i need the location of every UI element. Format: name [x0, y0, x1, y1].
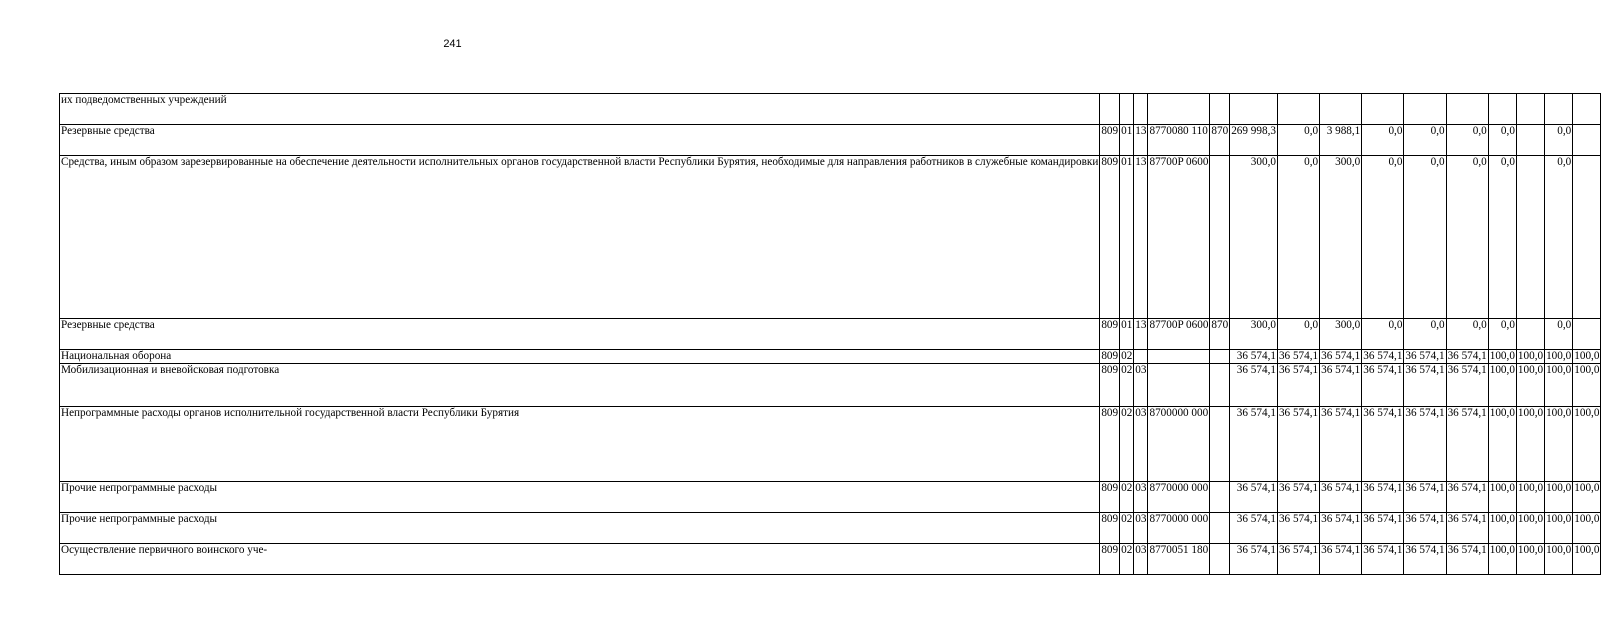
cell-name: их подведомственных учреждений — [60, 94, 1100, 125]
cell-p1: 0,0 — [1488, 156, 1516, 319]
cell-vr — [1210, 543, 1230, 574]
cell-name: Резервные средства — [60, 319, 1100, 350]
cell-s4: 0,0 — [1362, 319, 1404, 350]
cell-v3: 03 — [1134, 481, 1148, 512]
cell-name: Резервные средства — [60, 125, 1100, 156]
cell-s5: 36 574,1 — [1404, 512, 1446, 543]
cell-p1: 100,0 — [1488, 543, 1516, 574]
cell-p3: 100,0 — [1545, 512, 1573, 543]
cell-p1: 100,0 — [1488, 406, 1516, 481]
cell-s1: 300,0 — [1230, 319, 1278, 350]
cell-v2: 02 — [1121, 350, 1133, 362]
cell-s6 — [1446, 94, 1488, 125]
cell-s2: 36 574,1 — [1277, 543, 1319, 574]
cell-s4: 36 574,1 — [1362, 512, 1404, 543]
cell-p2: 100,0 — [1516, 481, 1544, 512]
cell-s3: 36 574,1 — [1321, 350, 1361, 362]
cell-s2 — [1277, 94, 1319, 125]
cell-s5: 36 574,1 — [1404, 543, 1446, 574]
cell-v1: 809 — [1100, 481, 1120, 512]
cell-name: Прочие непрограммные расходы — [60, 512, 1100, 543]
cell-p2 — [1516, 319, 1544, 350]
table-row — [60, 350, 1601, 364]
cell-s2: 0,0 — [1277, 319, 1319, 350]
cell-p3: 100,0 — [1545, 543, 1573, 574]
cell-p3: 100,0 — [1546, 350, 1572, 362]
table-row — [60, 512, 1601, 543]
cell-v2: 01 — [1120, 125, 1134, 156]
cell-s6: 0,0 — [1446, 319, 1488, 350]
cell-p1: 0,0 — [1488, 125, 1516, 156]
cell-s6: 36 574,1 — [1446, 512, 1488, 543]
cell-p3: 0,0 — [1545, 125, 1573, 156]
cell-v1 — [1100, 94, 1120, 125]
cell-csr: 8770080 110 — [1148, 125, 1210, 156]
cell-s1 — [1230, 94, 1278, 125]
cell-s3: 36 574,1 — [1320, 363, 1362, 406]
table-row — [60, 406, 1601, 481]
cell-p4: 100,0 — [1573, 543, 1601, 574]
cell-v2 — [1120, 94, 1134, 125]
cell-s4: 36 574,1 — [1362, 406, 1404, 481]
cell-v3: 03 — [1134, 406, 1148, 481]
cell-s4: 0,0 — [1362, 125, 1404, 156]
cell-s3: 3 988,1 — [1320, 125, 1362, 156]
cell-name: Осуществление первичного воинского уче- — [60, 543, 1100, 574]
cell-s2: 36 574,1 — [1277, 406, 1319, 481]
cell-s4: 0,0 — [1362, 156, 1404, 319]
cell-p2: 100,0 — [1517, 350, 1544, 362]
cell-csr — [1148, 94, 1210, 125]
cell-v3: 13 — [1134, 156, 1148, 319]
cell-s6: 36 574,1 — [1447, 350, 1487, 362]
cell-v2: 02 — [1120, 363, 1134, 406]
cell-p4 — [1573, 125, 1601, 156]
cell-p2 — [1516, 125, 1544, 156]
budget-table — [59, 93, 1601, 575]
cell-s5: 36 574,1 — [1404, 406, 1446, 481]
cell-v1: 809 — [1100, 543, 1120, 574]
cell-s2: 36 574,1 — [1277, 512, 1319, 543]
cell-v3: 03 — [1134, 543, 1148, 574]
cell-name: Средства, иным образом зарезервированные на обеспечение деятельности исполнительных органов государственной власти Республики Бурятия, необходимые для направления работников в служебные командировки — [60, 156, 1100, 319]
cell-s4: 36 574,1 — [1362, 543, 1404, 574]
cell-p3: 0,0 — [1545, 319, 1573, 350]
cell-p4: 100,0 — [1573, 406, 1601, 481]
cell-s5: 36 574,1 — [1404, 363, 1446, 406]
cell-v1: 809 — [1100, 512, 1120, 543]
cell-csr: 8770051 180 — [1148, 543, 1210, 574]
cell-p1: 100,0 — [1488, 481, 1516, 512]
cell-v2: 02 — [1120, 543, 1134, 574]
cell-v2: 01 — [1120, 156, 1134, 319]
cell-s2: 36 574,1 — [1278, 350, 1319, 362]
cell-s6: 36 574,1 — [1446, 543, 1488, 574]
cell-v1: 809 — [1100, 156, 1120, 319]
cell-csr: 8770000 000 — [1148, 512, 1210, 543]
cell-s6: 36 574,1 — [1446, 363, 1488, 406]
cell-v3: 13 — [1134, 125, 1148, 156]
table-row — [60, 156, 1601, 319]
cell-p3: 0,0 — [1545, 156, 1573, 319]
cell-s3: 36 574,1 — [1320, 406, 1362, 481]
cell-p4: 100,0 — [1574, 350, 1600, 362]
cell-v3: 13 — [1134, 319, 1148, 350]
cell-p4: 100,0 — [1573, 512, 1601, 543]
cell-s5: 0,0 — [1404, 319, 1446, 350]
cell-v3: 03 — [1134, 512, 1148, 543]
cell-name: Прочие непрограммные расходы — [60, 481, 1100, 512]
table-row — [60, 543, 1601, 574]
cell-vr — [1210, 94, 1230, 125]
cell-s2: 0,0 — [1277, 125, 1319, 156]
page-number: 241 — [443, 38, 462, 50]
table-row — [60, 481, 1601, 512]
cell-p4: 100,0 — [1573, 363, 1601, 406]
cell-name: Национальная оборона — [60, 350, 1100, 364]
cell-s1: 36 574,1 — [1230, 406, 1278, 481]
cell-csr: 87700P 0600 — [1148, 319, 1210, 350]
cell-s5: 36 574,1 — [1404, 481, 1446, 512]
cell-csr: 8700000 000 — [1148, 406, 1210, 481]
cell-s1: 269 998,3 — [1230, 125, 1278, 156]
cell-s3: 36 574,1 — [1320, 543, 1362, 574]
cell-p1 — [1488, 94, 1516, 125]
cell-vr: 870 — [1210, 319, 1230, 350]
cell-s2: 36 574,1 — [1277, 481, 1319, 512]
cell-p4: 100,0 — [1573, 481, 1601, 512]
cell-s5: 36 574,1 — [1405, 350, 1445, 362]
cell-csr: 8770000 000 — [1148, 481, 1210, 512]
cell-vr — [1210, 481, 1230, 512]
table-row — [60, 319, 1601, 350]
cell-p3: 100,0 — [1545, 481, 1573, 512]
cell-v1: 809 — [1101, 350, 1119, 362]
cell-s5: 0,0 — [1404, 156, 1446, 319]
cell-p3: 100,0 — [1545, 406, 1573, 481]
cell-s6: 0,0 — [1446, 125, 1488, 156]
cell-p2: 100,0 — [1516, 406, 1544, 481]
cell-v2: 02 — [1120, 481, 1134, 512]
cell-p4 — [1573, 94, 1601, 125]
cell-vr — [1210, 363, 1230, 406]
cell-s2: 36 574,1 — [1277, 363, 1319, 406]
cell-s4: 36 574,1 — [1363, 350, 1403, 362]
cell-s1: 36 574,1 — [1230, 512, 1278, 543]
cell-p1: 100,0 — [1488, 512, 1516, 543]
cell-s3: 36 574,1 — [1320, 481, 1362, 512]
cell-v1: 809 — [1100, 406, 1120, 481]
cell-s1: 300,0 — [1230, 156, 1278, 319]
cell-csr — [1148, 350, 1210, 364]
cell-csr: 87700P 0600 — [1148, 156, 1210, 319]
cell-csr — [1148, 363, 1210, 406]
cell-name: Непрограммные расходы органов исполнительной государственной власти Республики Бурятия — [60, 406, 1100, 481]
cell-name: Мобилизационная и вневойсковая подготовка — [60, 363, 1100, 406]
cell-s6: 36 574,1 — [1446, 406, 1488, 481]
cell-vr — [1210, 512, 1230, 543]
cell-s5: 0,0 — [1404, 125, 1446, 156]
cell-v3 — [1134, 350, 1148, 364]
cell-p2: 100,0 — [1516, 512, 1544, 543]
cell-s3: 300,0 — [1320, 156, 1362, 319]
cell-s4: 36 574,1 — [1362, 481, 1404, 512]
cell-s3: 36 574,1 — [1320, 512, 1362, 543]
cell-p3 — [1545, 94, 1573, 125]
cell-v1: 809 — [1100, 125, 1120, 156]
cell-v3 — [1134, 94, 1148, 125]
cell-vr — [1210, 406, 1230, 481]
cell-v3: 03 — [1134, 363, 1148, 406]
cell-v2: 02 — [1120, 406, 1134, 481]
cell-s6: 36 574,1 — [1446, 481, 1488, 512]
cell-p3: 100,0 — [1545, 363, 1573, 406]
cell-vr: 870 — [1210, 125, 1230, 156]
cell-p4 — [1573, 156, 1601, 319]
cell-p1: 100,0 — [1488, 363, 1516, 406]
cell-p2: 100,0 — [1516, 543, 1544, 574]
cell-p1: 100,0 — [1489, 350, 1515, 362]
cell-s1: 36 574,1 — [1230, 543, 1278, 574]
cell-s4: 36 574,1 — [1362, 363, 1404, 406]
cell-s5 — [1404, 94, 1446, 125]
cell-v2: 01 — [1120, 319, 1134, 350]
cell-p2: 100,0 — [1516, 363, 1544, 406]
cell-s1: 36 574,1 — [1230, 350, 1278, 364]
cell-s1: 36 574,1 — [1230, 363, 1278, 406]
cell-v1: 809 — [1100, 363, 1120, 406]
cell-s3 — [1320, 94, 1362, 125]
cell-s6: 0,0 — [1446, 156, 1488, 319]
cell-p2 — [1516, 94, 1544, 125]
cell-s2: 0,0 — [1277, 156, 1319, 319]
cell-v2: 02 — [1120, 512, 1134, 543]
table-row — [60, 125, 1601, 156]
cell-p1: 0,0 — [1488, 319, 1516, 350]
cell-s3: 300,0 — [1320, 319, 1362, 350]
cell-v1: 809 — [1100, 319, 1120, 350]
table-row — [60, 363, 1601, 406]
table-body — [60, 94, 1601, 575]
cell-vr — [1210, 350, 1230, 364]
cell-s4 — [1362, 94, 1404, 125]
cell-s1: 36 574,1 — [1230, 481, 1278, 512]
table-row — [60, 94, 1601, 125]
cell-p2 — [1516, 156, 1544, 319]
cell-vr — [1210, 156, 1230, 319]
cell-p4 — [1573, 319, 1601, 350]
